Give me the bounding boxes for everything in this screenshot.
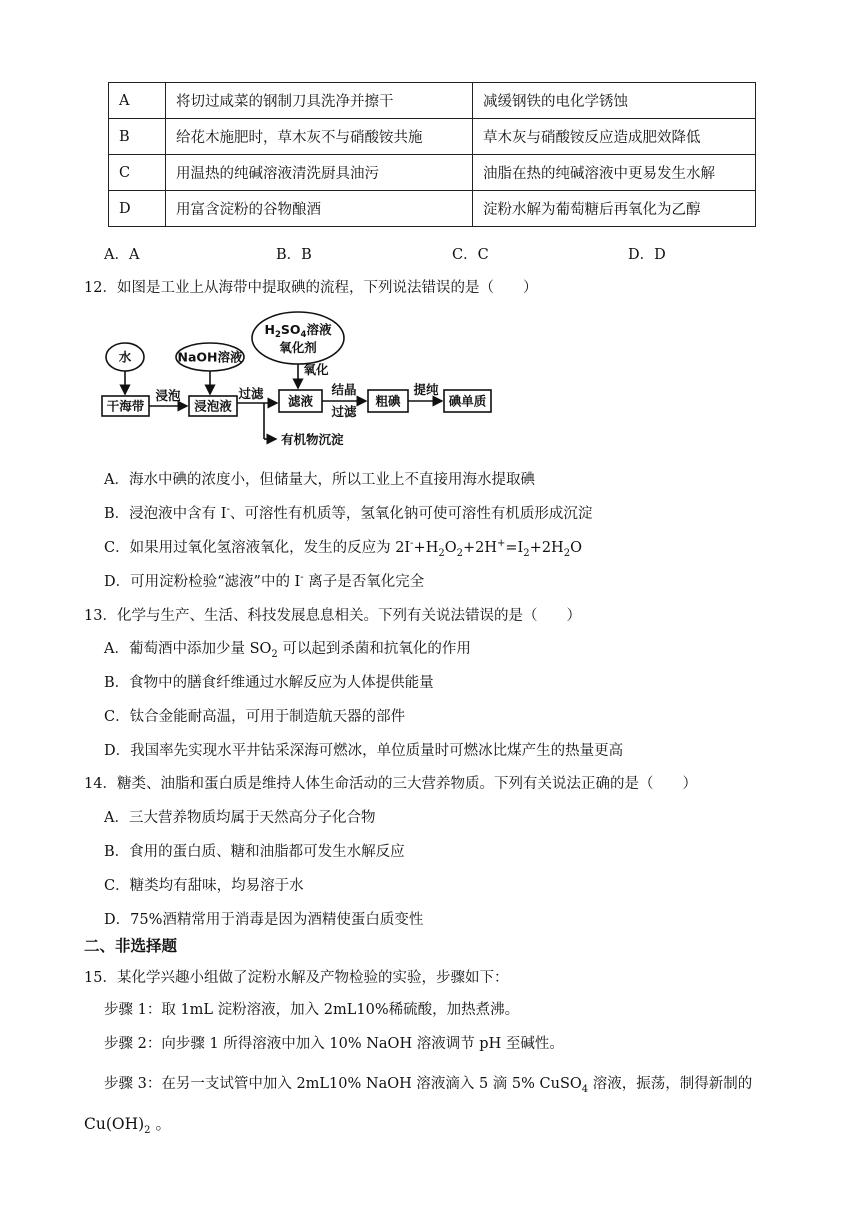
- precipitate-label: 有机物沉淀: [281, 432, 344, 447]
- q11-row: [109, 119, 756, 155]
- q12-option-d[interactable]: D．可用淀粉检验“滤液”中的 I- 离子是否氧化完全: [104, 572, 425, 590]
- q14-option-a[interactable]: A．三大营养物质均属于天然高分子化合物: [104, 810, 376, 826]
- q12-option-c[interactable]: C．如果用过氧化氢溶液氧化，发生的反应为 $2I^-+H_2O_2+2H^+=I_2+2H_2O$: [104, 538, 582, 559]
- q13-stem: 13．化学与生产、生活、科技发展息息相关。下列有关说法错误的是（ ）: [84, 608, 581, 624]
- row-practice: 用温热的纯碱溶液清洗厨具油污: [166, 155, 473, 191]
- q11-answer-c[interactable]: C．C: [452, 247, 489, 263]
- water-label: 水: [118, 349, 132, 365]
- q12-option-b[interactable]: B．浸泡液中含有 I-、可溶性有机质等，氢氧化钠可使可溶性有机质形成沉淀: [104, 504, 593, 522]
- filtrate-label: 滤液: [287, 393, 314, 409]
- q11-row: [109, 83, 756, 119]
- q14-option-d[interactable]: D．75%酒精常用于消毒是因为酒精使蛋白质变性: [104, 912, 424, 928]
- q11-row: [109, 155, 756, 191]
- row-key: C: [109, 155, 166, 191]
- q11-answer-a[interactable]: A．A: [104, 247, 140, 263]
- crude-iodine-label: 粗碘: [375, 393, 401, 409]
- row-reason: 减缓钢铁的电化学锈蚀: [473, 83, 756, 119]
- q11-answer-d[interactable]: D．D: [628, 247, 666, 263]
- q12-option-a[interactable]: A．海水中碘的浓度小，但储量大，所以工业上不直接用海水提取碘: [104, 472, 535, 488]
- q15-step3-line2: $Cu(OH)_2$ 。: [84, 1115, 171, 1137]
- q14-option-b[interactable]: B．食用的蛋白质、糖和油脂都可发生水解反应: [104, 844, 405, 860]
- q11-table: [108, 82, 756, 227]
- q15-step1: 步骤 1：取 1mL 淀粉溶液，加入 2mL10%稀硫酸，加热煮沸。: [104, 1002, 520, 1018]
- filter2-step-label: 过滤: [331, 404, 357, 419]
- seaweed-label: 干海带: [106, 398, 145, 414]
- row-reason: 淀粉水解为葡萄糖后再氧化为乙醇: [473, 191, 756, 227]
- row-key: D: [109, 191, 166, 227]
- row-practice: 将切过咸菜的钢制刀具洗净并擦干: [166, 83, 473, 119]
- filter-step-label: 过滤: [238, 386, 264, 401]
- soak-step-label: 浸泡: [155, 388, 181, 403]
- q13-option-d[interactable]: D．我国率先实现水平井钻采深海可燃冰，单位质量时可燃冰比煤产生的热量更高: [104, 743, 624, 759]
- section-heading: 二、非选择题: [84, 937, 178, 955]
- oxidize-step-label: 氧化: [303, 362, 329, 377]
- iodine-extraction-flow-diagram: [98, 308, 518, 456]
- q11-row: [109, 191, 756, 227]
- q13-option-a[interactable]: A．葡萄酒中添加少量 $SO_2$ 可以起到杀菌和抗氧化的作用: [104, 641, 471, 660]
- q15-stem: 15．某化学兴趣小组做了淀粉水解及产物检验的实验，步骤如下：: [84, 970, 509, 986]
- row-practice: 给花木施肥时，草木灰不与硝酸铵共施: [166, 119, 473, 155]
- q12-stem: 12．如图是工业上从海带中提取碘的流程，下列说法错误的是（ ）: [84, 280, 538, 296]
- q13-option-b[interactable]: B．食物中的膳食纤维通过水解反应为人体提供能量: [104, 675, 434, 691]
- row-reason: 油脂在热的纯碱溶液中更易发生水解: [473, 155, 756, 191]
- iodine-label: 碘单质: [448, 393, 487, 409]
- q11-answer-b[interactable]: B．B: [276, 247, 312, 263]
- q15-step2: 步骤 2：向步骤 1 所得溶液中加入 10% NaOH 溶液调节 pH 至碱性。: [104, 1036, 564, 1052]
- q14-stem: 14．糖类、油脂和蛋白质是维持人体生命活动的三大营养物质。下列有关说法正确的是（ ）: [84, 776, 697, 792]
- row-key: B: [109, 119, 166, 155]
- row-practice: 用富含淀粉的谷物酿酒: [166, 191, 473, 227]
- soak-liquid-label: 浸泡液: [194, 398, 232, 414]
- h2so4-ellipse: [252, 312, 344, 364]
- q13-option-c[interactable]: C．钛合金能耐高温，可用于制造航天器的部件: [104, 709, 406, 725]
- q15-step3: 步骤 3：在另一支试管中加入 2mL10% NaOH 溶液滴入 5 滴 5% CuSO$_4$ 溶液，振荡，制得新制的: [104, 1076, 753, 1095]
- h2so4-label: $H_2SO_4$溶液: [264, 322, 332, 340]
- crystallize-step-label: 结晶: [331, 382, 357, 397]
- naoh-label: NaOH溶液: [177, 349, 243, 365]
- oxidant-label: 氧化剂: [279, 340, 317, 355]
- row-reason: 草木灰与硝酸铵反应造成肥效降低: [473, 119, 756, 155]
- q14-option-c[interactable]: C．糖类均有甜味，均易溶于水: [104, 878, 304, 894]
- purify-step-label: 提纯: [413, 382, 439, 397]
- row-key: A: [109, 83, 166, 119]
